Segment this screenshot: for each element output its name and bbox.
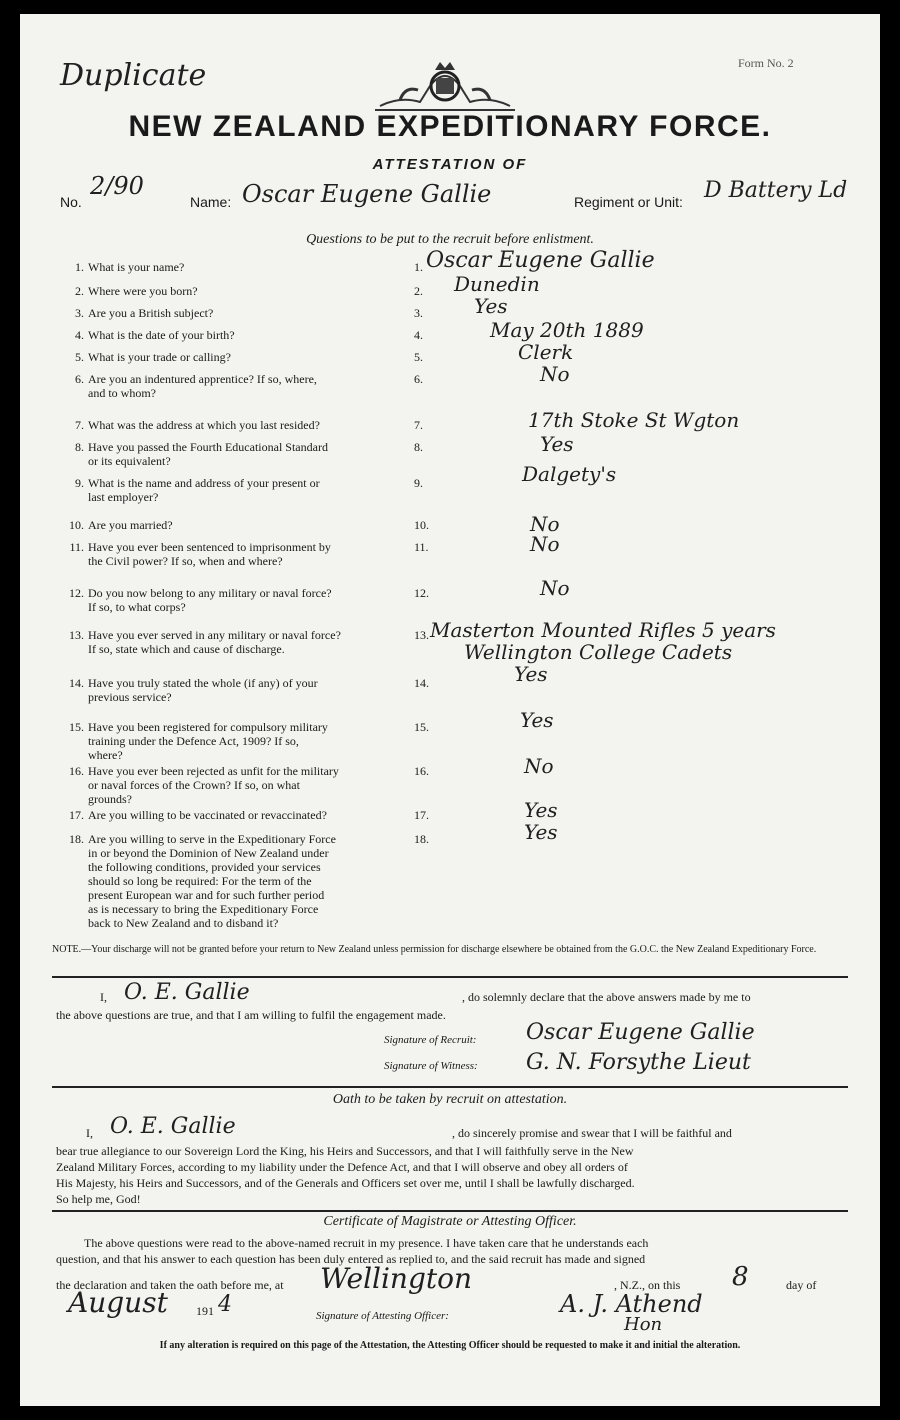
answer-number: 12. [414, 586, 429, 600]
question-text: What is the name and address of your present or [88, 476, 320, 490]
question-text-continued: as is necessary to bring the Expeditionary Force [88, 902, 319, 916]
royal-crest-icon [360, 56, 530, 116]
question-number: 1. [75, 260, 84, 274]
question-number: 12. [69, 586, 84, 600]
question-number: 3. [75, 306, 84, 320]
duplicate-annotation: Duplicate [60, 58, 207, 93]
question-text-continued: last employer? [88, 490, 159, 504]
answer-number: 11. [414, 540, 429, 554]
question-text-continued: If so, to what corps? [88, 600, 186, 614]
sig-witness-label: Signature of Witness: [384, 1060, 478, 1072]
certificate-text-3a: the declaration and taken the oath before me, at [56, 1278, 284, 1292]
question-number: 4. [75, 328, 84, 342]
answer-number: 6. [414, 372, 423, 386]
question-text-continued: back to New Zealand and to disband it? [88, 916, 279, 930]
question-14 [60, 676, 400, 704]
declaration-text-2: the above questions are true, and that I am willing to fulfil the engagement made. [56, 1008, 446, 1022]
question-text: Have you passed the Fourth Educational Standard [88, 440, 328, 454]
form-number: Form No. 2 [738, 56, 794, 70]
no-value: 2/90 [90, 172, 144, 200]
question-17 [60, 808, 400, 822]
declaration-i: I, [100, 990, 107, 1004]
answer-6: No [540, 362, 570, 386]
declaration-text-1: , do solemnly declare that the above answers made by me to [462, 990, 751, 1004]
answer-number: 15. [414, 720, 429, 734]
question-text: What is your name? [88, 260, 185, 274]
question-number: 2. [75, 284, 84, 298]
answer-15: Yes [520, 708, 554, 732]
question-number: 5. [75, 350, 84, 364]
question-text: Are you an indentured apprentice? If so, where, [88, 372, 317, 386]
question-9 [60, 476, 400, 504]
answer-number: 8. [414, 440, 423, 454]
answer-3: Yes [474, 294, 508, 318]
question-text-continued: should so long be required: For the term of the [88, 874, 312, 888]
question-13 [60, 628, 400, 656]
question-text-continued: the following conditions, provided your services [88, 860, 321, 874]
certificate-year-prefix: 191 [196, 1304, 214, 1318]
form-subtitle: ATTESTATION OF [372, 156, 528, 173]
declaration-name: O. E. Gallie [124, 980, 250, 1005]
question-text: What is your trade or calling? [88, 350, 231, 364]
question-text-continued: where? [88, 748, 123, 762]
certificate-month: August [68, 1286, 168, 1319]
footer-note: If any alteration is required on this page of the Attestation, the Attesting Officer should be requested to make it and initial the alteration. [159, 1340, 741, 1351]
question-text: Are you willing to serve in the Expeditionary Force [88, 832, 336, 846]
answer-number: 4. [414, 328, 423, 342]
question-text-continued: present European war and for such further period [88, 888, 325, 902]
question-3 [60, 306, 400, 320]
question-number: 14. [69, 676, 84, 690]
question-2 [60, 284, 400, 298]
certificate-day: 8 [732, 1262, 749, 1292]
question-number: 10. [69, 518, 84, 532]
question-8 [60, 440, 400, 468]
answer-number: 14. [414, 676, 429, 690]
question-number: 8. [75, 440, 84, 454]
oath-heading: Oath to be taken by recruit on attestation. [332, 1092, 568, 1107]
name-label: Name: [190, 194, 232, 210]
answer-16: No [524, 754, 554, 778]
question-text: Have you been registered for compulsory military [88, 720, 328, 734]
question-16 [60, 764, 400, 806]
question-number: 18. [69, 832, 84, 846]
answer-1: Oscar Eugene Gallie [426, 248, 655, 273]
question-text-continued: If so, state which and cause of discharge. [88, 642, 285, 656]
question-text-continued: or naval forces of the Crown? If so, on what [88, 778, 300, 792]
answer-4: May 20th 1889 [490, 318, 644, 342]
answer-number: 7. [414, 418, 423, 432]
attesting-officer-signature-2: Hon [624, 1314, 663, 1335]
question-number: 15. [69, 720, 84, 734]
no-label: No. [60, 194, 82, 210]
attesting-officer-label: Signature of Attesting Officer: [316, 1310, 449, 1322]
answer-17: Yes [524, 798, 558, 822]
question-number: 17. [69, 808, 84, 822]
question-number: 9. [75, 476, 84, 490]
oath-i: I, [86, 1126, 93, 1140]
question-text: Have you ever served in any military or naval force? [88, 628, 341, 642]
questions-heading: Questions to be put to the recruit before enlistment. [306, 232, 594, 247]
answer-5: Clerk [518, 340, 574, 364]
question-18 [60, 832, 400, 930]
question-text: Are you married? [88, 518, 173, 532]
question-11 [60, 540, 400, 568]
answer-9: Dalgety's [522, 462, 617, 486]
question-15 [60, 720, 400, 762]
certificate-text-1: The above questions were read to the above-named recruit in my presence. I have taken care that he understands each [84, 1236, 649, 1250]
answer-number: 18. [414, 832, 429, 846]
answer-number: 16. [414, 764, 429, 778]
question-text: Are you a British subject? [88, 306, 214, 320]
question-text-continued: the Civil power? If so, when and where? [88, 554, 283, 568]
oath-text-3: Zealand Military Forces, according to my liability under the Defence Act, and that I will observe and obey all orders of [56, 1160, 628, 1174]
question-text-continued: or its equivalent? [88, 454, 171, 468]
divider [52, 1086, 848, 1088]
attesting-officer-signature: A. J. Athend [560, 1290, 703, 1318]
answer-2: Dunedin [454, 272, 540, 296]
form-title: NEW ZEALAND EXPEDITIONARY FORCE. [128, 110, 772, 143]
answer-13-line-2: Wellington College Cadets [464, 640, 733, 664]
sig-witness: G. N. Forsythe Lieut [526, 1050, 751, 1075]
answer-number: 9. [414, 476, 423, 490]
question-6 [60, 372, 400, 400]
divider [52, 976, 848, 978]
question-4 [60, 328, 400, 342]
regiment-label: Regiment or Unit: [574, 194, 683, 210]
answer-13: Masterton Mounted Rifles 5 years [430, 618, 776, 642]
discharge-note: NOTE.—Your discharge will not be granted before your return to New Zealand unless permission for discharge elsewhere be obtained from the G.O.C. the New Zealand Expeditionary Force. [52, 944, 817, 955]
answer-7: 17th Stoke St Wgton [528, 408, 740, 432]
question-number: 7. [75, 418, 84, 432]
question-text: Have you ever been sentenced to imprisonment by [88, 540, 331, 554]
answer-14: Yes [514, 662, 548, 686]
certificate-heading: Certificate of Magistrate or Attesting Officer. [323, 1214, 577, 1229]
question-12 [60, 586, 400, 614]
question-number: 11. [69, 540, 84, 554]
question-1 [60, 260, 400, 274]
answer-number: 13. [414, 628, 429, 642]
answer-10: No [530, 512, 560, 536]
attestation-form [20, 14, 880, 1406]
answer-18: Yes [524, 820, 558, 844]
sig-recruit: Oscar Eugene Gallie [526, 1020, 755, 1045]
oath-text-1: , do sincerely promise and swear that I will be faithful and [452, 1126, 732, 1140]
question-text: What is the date of your birth? [88, 328, 235, 342]
certificate-place: Wellington [320, 1262, 473, 1295]
regiment-value: D Battery Ld [704, 178, 848, 203]
question-7 [60, 418, 400, 432]
certificate-text-3c: day of [786, 1278, 817, 1292]
divider [52, 1210, 848, 1212]
answer-12: No [540, 576, 570, 600]
question-text: Do you now belong to any military or naval force? [88, 586, 332, 600]
question-text-continued: grounds? [88, 792, 132, 806]
oath-text-4: His Majesty, his Heirs and Successors, and of the Generals and Officers set over me, until I shall be lawfully discharged. [56, 1176, 635, 1190]
question-text-continued: and to whom? [88, 386, 156, 400]
question-10 [60, 518, 400, 532]
question-text-continued: training under the Defence Act, 1909? If so, [88, 734, 299, 748]
certificate-text-2: question, and that his answer to each question has been duly entered as replied to, and the said recruit has made and signed [56, 1252, 646, 1266]
answer-number: 5. [414, 350, 423, 364]
oath-text-2: bear true allegiance to our Sovereign Lord the King, his Heirs and Successors, and that I will faithfully serve in the New [56, 1144, 634, 1158]
certificate-year-suffix: 4 [218, 1292, 232, 1317]
answer-8: Yes [540, 432, 574, 456]
name-value: Oscar Eugene Gallie [242, 180, 492, 208]
question-text-continued: previous service? [88, 690, 172, 704]
question-5 [60, 350, 400, 364]
question-text: What was the address at which you last resided? [88, 418, 320, 432]
question-text-continued: in or beyond the Dominion of New Zealand under [88, 846, 329, 860]
answer-number: 17. [414, 808, 429, 822]
answer-number: 1. [414, 260, 423, 274]
question-text: Where were you born? [88, 284, 198, 298]
answer-number: 2. [414, 284, 423, 298]
certificate-text-3b: , N.Z., on this [614, 1278, 681, 1292]
question-text: Are you willing to be vaccinated or revaccinated? [88, 808, 327, 822]
question-text: Have you ever been rejected as unfit for the military [88, 764, 339, 778]
question-number: 16. [69, 764, 84, 778]
question-number: 13. [69, 628, 84, 642]
question-number: 6. [75, 372, 84, 386]
oath-text-5: So help me, God! [56, 1192, 141, 1206]
answer-11: No [530, 532, 560, 556]
answer-number: 3. [414, 306, 423, 320]
answer-number: 10. [414, 518, 429, 532]
question-text: Have you truly stated the whole (if any) of your [88, 676, 318, 690]
sig-recruit-label: Signature of Recruit: [384, 1034, 477, 1046]
oath-name: O. E. Gallie [110, 1114, 236, 1139]
